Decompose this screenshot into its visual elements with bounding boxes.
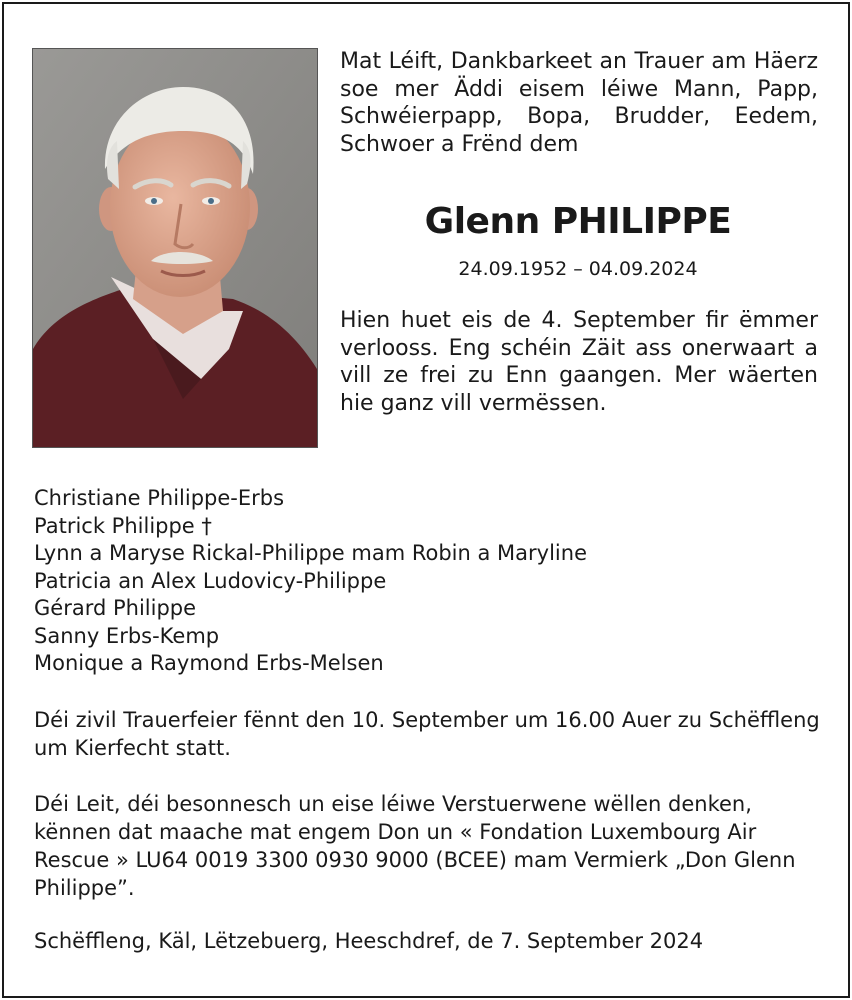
family-member: Patricia an Alex Ludovicy-Philippe: [34, 568, 387, 593]
closing-line: Schëffleng, Käl, Lëtzebuerg, Heeschdref, de 7. September 2024: [34, 929, 704, 953]
family-member: Monique a Raymond Erbs-Melsen: [34, 651, 384, 675]
family-member: Patrick Philippe †: [34, 513, 212, 538]
life-dates: 24.09.1952 – 04.09.2024: [458, 258, 698, 280]
family-member: Lynn a Maryse Rickal-Philippe mam Robin a Maryline: [34, 541, 587, 565]
portrait-illustration: [33, 49, 317, 447]
family-member: Christiane Philippe-Erbs: [34, 486, 285, 510]
portrait-photo: [32, 48, 318, 448]
ceremony-text: Déi zivil Trauerfeier fënnt den 10. September um 16.00 Auer zu Schëffleng um Kierfecht statt.: [34, 708, 820, 760]
passing-text: Hien huet eis de 4. September fir ëmmer verlooss. Eng schéin Zäit ass onerwaart a vill ze frei zu Enn gaangen. Mer wäerten hie ganz vill vermëssen.: [340, 308, 818, 416]
deceased-name: Glenn PHILIPPE: [424, 201, 732, 242]
family-list: [34, 485, 814, 678]
intro-text: Mat Léift, Dankbarkeet an Trauer am Häerz soe mer Äddi eisem léiwe Mann, Papp, Schwéierpapp, Bopa, Brudder, Eedem, Schwoer a Frënd dem: [340, 49, 818, 157]
family-member: Sanny Erbs-Kemp: [34, 623, 220, 648]
family-member: Gérard Philippe: [34, 596, 197, 620]
donation-text: Déi Leit, déi besonnesch un eise léiwe Verstuerwene wëllen denken, kënnen dat maache mat engem Don un « Fondation Luxembourg Air Rescue » LU64 0019 3300 0930 9000 (BCEE) mam Vermierk „Don Glenn Philippe”.: [34, 792, 796, 900]
